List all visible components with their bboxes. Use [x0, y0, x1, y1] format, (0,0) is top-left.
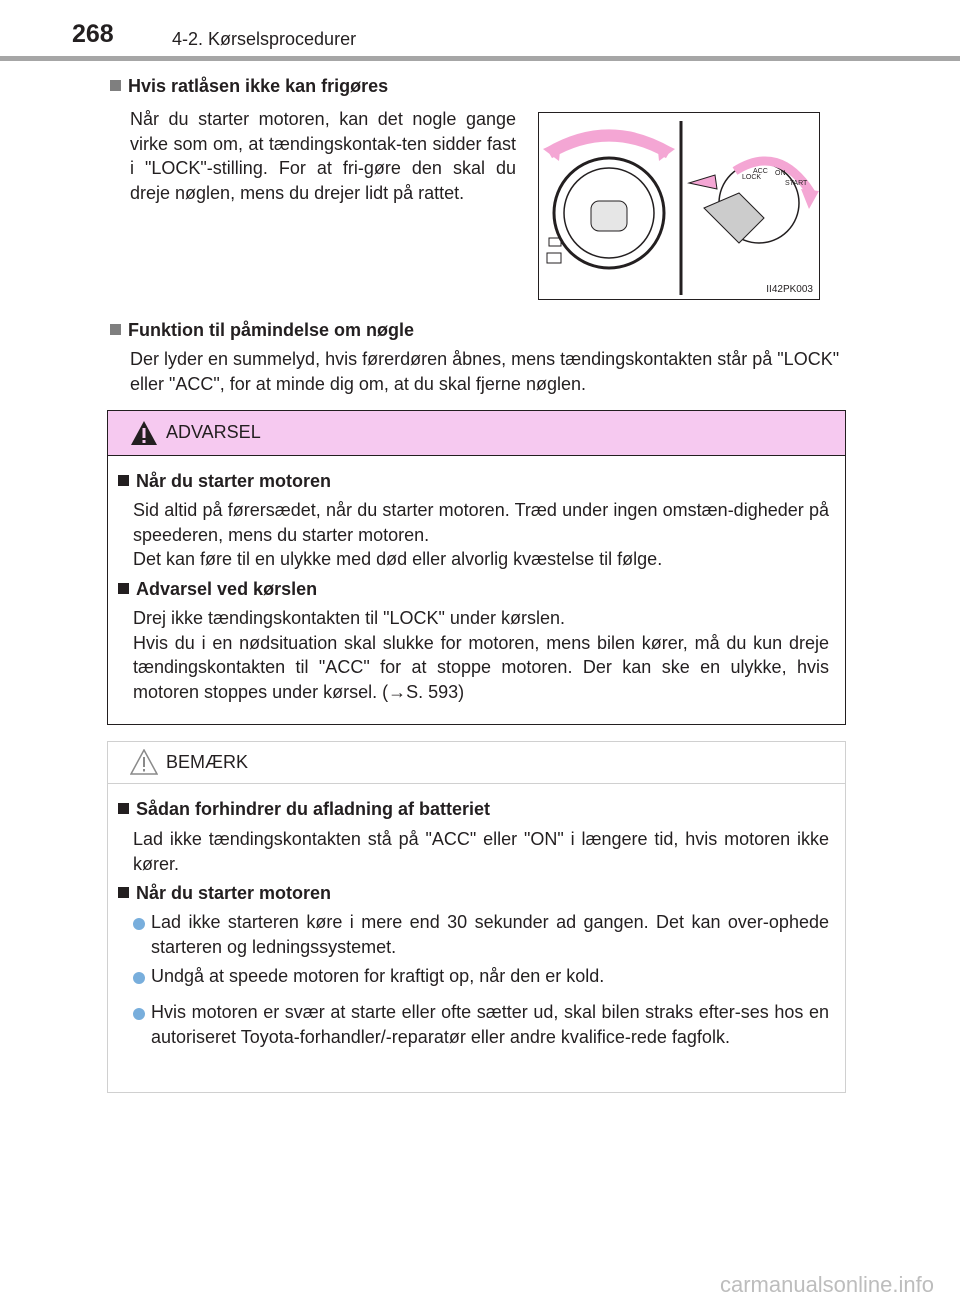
section-body-key-reminder: Der lyder en summelyd, hvis førerdøren åbnes, mens tændingskontakten står på "LOCK" eller "ACC", for at minde dig om, at du skal fjerne nøglen. [130, 349, 840, 394]
steering-wheel-ignition-illustration [538, 112, 820, 300]
chapter-title: 4-2. Kørselsprocedurer [172, 29, 357, 49]
section-heading-steering-lock [110, 76, 388, 97]
turn-arrow-icon [549, 136, 669, 154]
square-bullet-icon [110, 324, 121, 335]
round-bullet-icon [133, 1008, 145, 1020]
warning-item-title: Når du starter motoren [118, 471, 331, 492]
note-item-title: Når du starter motoren [118, 883, 331, 904]
square-bullet-icon [118, 803, 129, 814]
page-number: 268 [72, 20, 114, 48]
square-bullet-icon [110, 80, 121, 91]
warning-item-title: Advarsel ved kørslen [118, 579, 317, 600]
note-title: BEMÆRK [166, 752, 249, 772]
section-heading-key-reminder [110, 320, 414, 341]
warning-item-text: Sid altid på førersædet, når du starter motoren. Træd under ingen omstæn-digheder på speederen, mens du starter motoren. Det kan føre til en ulykke med død eller alvorlig kvæstelse til følge. [133, 500, 829, 569]
caution-triangle-icon [130, 749, 158, 775]
label-lock: LOCK [742, 174, 762, 181]
note-header [108, 742, 845, 784]
note-box [107, 741, 846, 1093]
header-rule [0, 56, 960, 61]
note-item-title: Sådan forhindrer du afladning af batteriet [118, 799, 490, 820]
page-header [0, 0, 960, 62]
warning-triangle-icon [130, 420, 158, 446]
square-bullet-icon [118, 475, 129, 486]
section-body-steering-lock: Når du starter motoren, kan det nogle gange virke som om, at tændingskontak-ten sidder fast i "LOCK"-stilling. For at fri-gøre den skal du dreje nøglen, mens du drejer lidt på rattet. [130, 109, 516, 203]
round-bullet-icon [133, 918, 145, 930]
round-bullet-icon [133, 972, 145, 984]
illustration-drawing [539, 113, 821, 301]
warning-item-text: Drej ikke tændingskontakten til "LOCK" under kørslen. Hvis du i en nødsituation skal slukke for motoren, mens bilen kører, må du kun dreje tændingskontakten til "ACC" for at stoppe motoren. Der kan ske en ulykke, hvis motoren stoppes under kørsel. (→S. 593) [133, 608, 829, 702]
square-bullet-icon [118, 583, 129, 594]
square-bullet-icon [118, 887, 129, 898]
warning-box [107, 410, 846, 725]
note-bullet-text: Hvis motoren er svær at starte eller ofte sætter ud, skal bilen straks efter-ses hos en autoriseret Toyota-forhandler/-reparatør eller andre kvalifice-rede fagfolk. [151, 1002, 829, 1047]
key-icon [704, 193, 764, 243]
watermark: carmanualsonline.info [719, 1272, 934, 1297]
note-bullet-text: Lad ikke starteren køre i mere end 30 sekunder ad gangen. Det kan over-ophede starteren og ledningssystemet. [151, 912, 829, 957]
figure-code: II42PK003 [766, 284, 813, 295]
note-item-text: Lad ikke tændingskontakten stå på "ACC" eller "ON" i længere tid, hvis motoren ikke kører. [133, 829, 829, 874]
label-acc: ACC [753, 168, 768, 175]
note-bullet-text: Undgå at speede motoren for kraftigt op, når den er kold. [151, 966, 605, 986]
warning-title: ADVARSEL [166, 422, 261, 442]
label-on: ON [775, 170, 786, 177]
section-heading-text: Hvis ratlåsen ikke kan frigøres [128, 76, 389, 96]
label-start: START [785, 180, 808, 187]
warning-header [108, 411, 845, 456]
section-heading-text: Funktion til påmindelse om nøgle [128, 320, 415, 340]
